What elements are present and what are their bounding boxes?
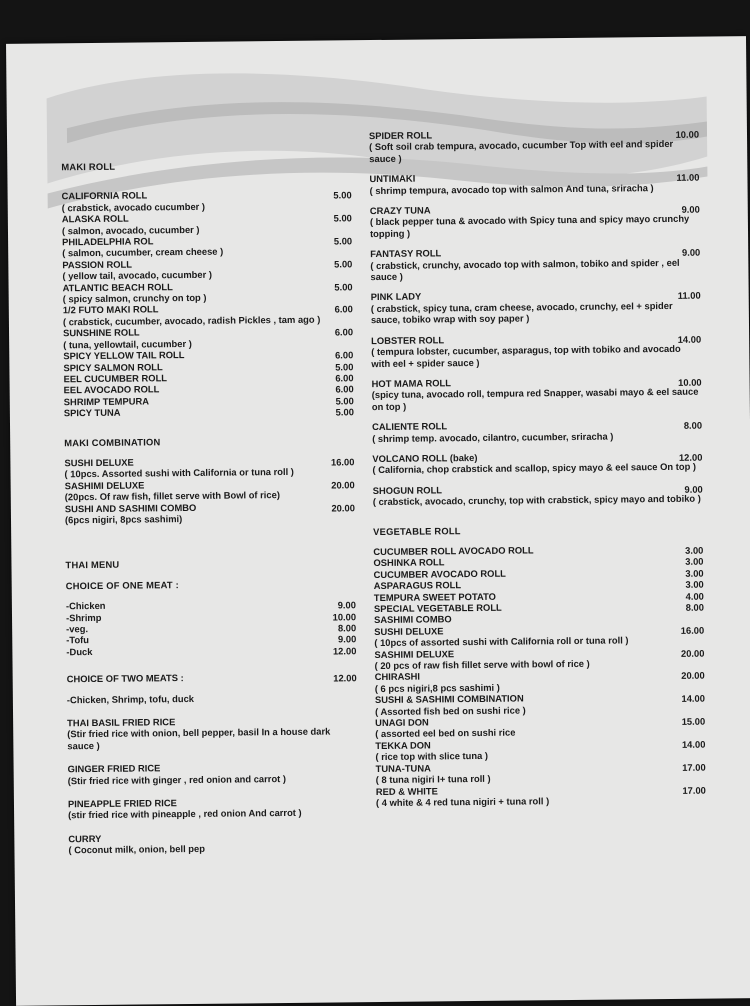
item-price: 6.00 xyxy=(334,349,354,361)
item-description: (6pcs nigiri, 8pcs sashimi) xyxy=(64,513,183,526)
item-description: (Stir fried rice with onion, bell pepper, basil In a house dark sauce ) xyxy=(67,725,331,752)
item-description: ( salmon, avocado, cucumber ) xyxy=(61,223,200,236)
special-roll-list xyxy=(369,127,703,508)
item-name: SHRIMP TEMPURA xyxy=(63,395,150,408)
item-description: ( 10pcs of assorted sushi with California roll or tuna roll ) xyxy=(374,634,629,649)
vegetable-roll-item xyxy=(376,782,706,808)
special-roll-item xyxy=(372,450,702,476)
left-column xyxy=(61,158,358,856)
meat-list xyxy=(66,597,357,657)
item-name: SHOGUN ROLL xyxy=(372,484,443,496)
maki-roll-item xyxy=(62,210,352,236)
item-description: (stir fried rice with pineapple , red onion And carrot ) xyxy=(68,807,302,821)
maki-roll-item xyxy=(63,302,353,328)
item-name: PINK LADY xyxy=(370,291,422,303)
item-price: 11.00 xyxy=(677,290,701,302)
item-description: ( salmon, cucumber, cream cheese ) xyxy=(62,246,224,259)
item-name: PHILADELPHIA ROL xyxy=(62,235,154,248)
item-price: 5.00 xyxy=(334,258,353,270)
two-meats-list: -Chicken, Shrimp, tofu, duck xyxy=(66,692,195,705)
item-price: 9.00 xyxy=(337,599,356,611)
item-description: ( yellow tail, avocado, cucumber ) xyxy=(62,268,213,282)
special-roll-item xyxy=(372,418,702,444)
special-roll-item xyxy=(373,481,703,507)
maki-roll-item xyxy=(63,279,353,305)
item-price: 17.00 xyxy=(682,761,706,773)
item-price: 11.00 xyxy=(676,171,700,184)
thai-dish xyxy=(68,760,358,786)
item-price: 9.00 xyxy=(681,203,700,215)
choice-two-meats-price: 12.00 xyxy=(333,672,357,684)
maki-roll-header: MAKI ROLL xyxy=(61,160,116,173)
vegetable-roll-item xyxy=(375,691,705,717)
item-name: SUNSHINE ROLL xyxy=(62,326,140,339)
menu-paper xyxy=(6,36,750,1006)
item-price: 10.00 xyxy=(332,610,357,623)
item-price: 3.00 xyxy=(685,567,704,579)
thai-dish xyxy=(67,714,357,751)
item-description: (Stir fried rice with ginger , red onion and carrot ) xyxy=(67,772,287,786)
item-name: SASHIMI DELUXE xyxy=(374,647,455,660)
item-price: 9.00 xyxy=(684,483,703,495)
item-price: 6.00 xyxy=(335,372,354,384)
item-name: THAI BASIL FRIED RICE xyxy=(67,716,176,729)
item-description: ( rice top with slice tuna ) xyxy=(375,750,489,763)
item-price: 20.00 xyxy=(331,501,355,514)
item-description: ( 8 tuna nigiri I+ tuna roll ) xyxy=(375,772,491,786)
item-description: ( crabstick, crunchy, avocado top with salmon, tobiko and spider , eel sauce ) xyxy=(370,256,680,283)
item-description: ( Coconut milk, onion, bell pep xyxy=(68,843,205,856)
item-name: PINEAPPLE FRIED RICE xyxy=(67,797,177,810)
maki-combination-item xyxy=(65,477,355,503)
item-price: 9.00 xyxy=(681,246,701,259)
item-description: (spicy tuna, avocado roll, tempura red Snapper, wasabi mayo & eel sauce on top ) xyxy=(371,385,699,412)
item-name: TEMPURA SWEET POTATO xyxy=(373,590,496,603)
item-description: ( California, chop crabstick and scallop, spicy mayo & eel sauce On top ) xyxy=(372,461,697,476)
item-price: 8.00 xyxy=(683,419,703,431)
item-name: RED & WHITE xyxy=(375,784,438,797)
item-price: 8.00 xyxy=(685,601,705,613)
maki-roll-item xyxy=(62,188,352,214)
item-price: 16.00 xyxy=(680,624,705,636)
vegetable-roll-header: VEGETABLE ROLL xyxy=(373,524,461,537)
item-price: 10.00 xyxy=(678,376,702,388)
item-name: UNAGI DON xyxy=(375,716,429,729)
item-name: VOLCANO ROLL (bake) xyxy=(372,451,478,464)
vegetable-roll-item xyxy=(375,714,705,740)
item-price: 10.00 xyxy=(675,128,700,140)
item-description: ( crabstick, avocado cucumber ) xyxy=(61,200,206,214)
maki-combination-header: MAKI COMBINATION xyxy=(64,435,161,448)
item-price: 3.00 xyxy=(685,555,704,568)
item-name: -Chicken xyxy=(65,600,106,612)
maki-combination-item xyxy=(64,454,354,480)
item-price: 3.00 xyxy=(685,544,704,556)
item-name: CALIENTE ROLL xyxy=(371,420,448,433)
item-name: -Shrimp xyxy=(65,611,102,623)
vegetable-roll-item xyxy=(375,736,705,762)
thai-dish xyxy=(68,830,358,856)
item-description: ( 10pcs. Assorted sushi with California or tuna roll ) xyxy=(64,466,294,480)
item-description: ( assorted eel bed on sushi rice xyxy=(375,727,516,740)
item-name: SUSHI DELUXE xyxy=(374,625,444,637)
item-price: 5.00 xyxy=(334,280,353,293)
item-name: EEL AVOCADO ROLL xyxy=(63,383,160,396)
item-price: 20.00 xyxy=(680,647,705,659)
choice-one-meat-header: CHOICE OF ONE MEAT : xyxy=(65,578,179,592)
item-price: 15.00 xyxy=(681,715,706,727)
item-description: ( shrimp tempura, avocado top with salmon And tuna, sriracha ) xyxy=(369,181,654,196)
special-roll-item xyxy=(370,202,700,240)
item-name: CHIRASHI xyxy=(374,671,421,683)
item-name: SPECIAL VEGETABLE ROLL xyxy=(373,601,502,615)
item-description: ( Assorted fish bed on sushi rice ) xyxy=(374,704,526,717)
item-price: 5.00 xyxy=(333,189,352,201)
maki-roll-item xyxy=(62,256,352,282)
item-name: OSHINKA ROLL xyxy=(373,556,445,569)
item-name: CRAZY TUNA xyxy=(369,204,431,217)
item-price: 6.00 xyxy=(334,326,354,338)
item-price: 6.00 xyxy=(334,303,353,315)
item-price: 12.00 xyxy=(678,451,703,463)
item-price: 5.00 xyxy=(333,212,352,224)
vegetable-roll-item xyxy=(376,759,706,785)
vegetable-roll-list xyxy=(373,543,706,809)
maki-combination-item xyxy=(65,500,355,526)
special-roll-item xyxy=(370,245,700,283)
item-name: -Tofu xyxy=(66,634,90,646)
vegetable-roll-item xyxy=(374,645,704,671)
special-roll-item xyxy=(369,170,699,196)
item-price: 8.00 xyxy=(337,622,357,634)
item-name: SUSHI & SASHIMI COMBINATION xyxy=(374,692,524,706)
item-description: ( crabstick, cucumber, avocado, radish Pickles , tam ago ) xyxy=(62,313,321,328)
item-name: -veg. xyxy=(66,623,89,635)
item-name: CALIFORNIA ROLL xyxy=(61,189,148,202)
item-price: 9.00 xyxy=(337,633,357,645)
item-price: 5.00 xyxy=(335,394,354,407)
special-roll-item xyxy=(369,127,699,165)
item-name: CUCUMBER ROLL AVOCADO ROLL xyxy=(373,544,534,558)
item-name: TUNA-TUNA xyxy=(375,762,431,774)
item-name: SPIDER ROLL xyxy=(368,129,433,142)
item-price: 4.00 xyxy=(685,590,704,602)
item-name: HOT MAMA ROLL xyxy=(371,377,451,389)
item-description: ( 4 white & 4 red tuna nigiri + tuna roll ) xyxy=(375,795,550,808)
item-name: CURRY xyxy=(68,832,102,845)
item-name: GINGER FRIED RICE xyxy=(67,762,161,775)
item-description: ( tempura lobster, cucumber, asparagus, top with tobiko and avocado with eel + spider sauce ) xyxy=(371,342,681,369)
item-name: EEL CUCUMBER ROLL xyxy=(63,372,168,385)
item-price: 14.00 xyxy=(681,692,705,705)
item-description: ( spicy salmon, crunchy on top ) xyxy=(62,291,207,305)
maki-roll-item xyxy=(63,325,353,351)
item-price: 12.00 xyxy=(332,645,357,657)
special-roll-item xyxy=(371,288,701,326)
item-price: 3.00 xyxy=(685,578,704,590)
item-name: LOBSTER ROLL xyxy=(371,333,445,346)
item-price: 16.00 xyxy=(330,456,355,468)
item-name: PASSION ROLL xyxy=(62,258,133,271)
item-name: CUCUMBER AVOCADO ROLL xyxy=(373,567,506,580)
item-name: SPICY SALMON ROLL xyxy=(63,360,163,373)
item-price: 5.00 xyxy=(335,406,354,418)
right-column xyxy=(369,127,706,809)
item-name: 1/2 FUTO MAKI ROLL xyxy=(62,303,159,316)
item-name: -Duck xyxy=(66,645,93,658)
thai-dish-list xyxy=(67,714,358,856)
item-name: SUSHI DELUXE xyxy=(64,456,134,469)
item-price: 5.00 xyxy=(333,235,353,247)
item-name: SPICY YELLOW TAIL ROLL xyxy=(63,349,185,362)
item-price: 17.00 xyxy=(682,784,706,796)
item-name: UNTIMAKI xyxy=(369,172,416,185)
item-description: ( crabstick, avocado, crunchy, top with crabstick, spicy mayo and tobiko ) xyxy=(372,492,701,508)
item-description: ( Soft soil crab tempura, avocado, cucumber Top with eel and spider sauce ) xyxy=(369,138,674,164)
thai-dish xyxy=(68,795,358,821)
item-price: 5.00 xyxy=(335,360,354,372)
item-name: SUSHI AND SASHIMI COMBO xyxy=(64,501,197,514)
item-name: SASHIMI COMBO xyxy=(374,613,452,626)
item-name: SPICY TUNA xyxy=(63,406,121,419)
special-roll-item xyxy=(371,331,701,369)
item-price: 20.00 xyxy=(331,478,355,491)
item-description: (20pcs. Of raw fish, fillet serve with Bowl of rice) xyxy=(64,489,280,503)
item-price: 20.00 xyxy=(681,670,705,682)
item-name: ASPARAGUS ROLL xyxy=(373,579,462,592)
maki-combination-list xyxy=(64,454,355,525)
item-name: ATLANTIC BEACH ROLL xyxy=(62,280,173,293)
vegetable-roll-item xyxy=(375,668,705,694)
item-name: FANTASY ROLL xyxy=(370,247,442,260)
thai-menu-header: THAI MENU xyxy=(65,559,120,571)
item-description: ( 20 pcs of raw fish fillet serve with bowl of rice ) xyxy=(374,657,590,672)
item-description: ( shrimp temp. avocado, cilantro, cucumber, sriracha ) xyxy=(372,430,614,444)
item-description: ( crabstick, spicy tuna, cram cheese, avocado, crunchy, eel + spider sauce, tobiko wrap with soy paper ) xyxy=(370,299,673,326)
choice-two-meats-header: CHOICE OF TWO MEATS : xyxy=(66,672,184,685)
item-price: 14.00 xyxy=(677,333,702,345)
item-name: ALASKA ROLL xyxy=(61,212,129,225)
item-price: 6.00 xyxy=(335,383,354,395)
item-description: ( black pepper tuna & avocado with Spicy tuna and spicy mayo crunchy topping ) xyxy=(369,213,690,239)
item-price: 14.00 xyxy=(681,738,706,750)
item-description: ( tuna, yellowtail, cucumber ) xyxy=(63,337,192,350)
item-name: SASHIMI DELUXE xyxy=(64,479,145,492)
maki-roll-list xyxy=(62,188,354,419)
maki-roll-item xyxy=(62,233,352,259)
special-roll-item xyxy=(372,375,702,413)
item-name: TEKKA DON xyxy=(375,739,431,751)
item-description: ( 6 pcs nigiri,8 pcs sashimi ) xyxy=(374,681,500,694)
